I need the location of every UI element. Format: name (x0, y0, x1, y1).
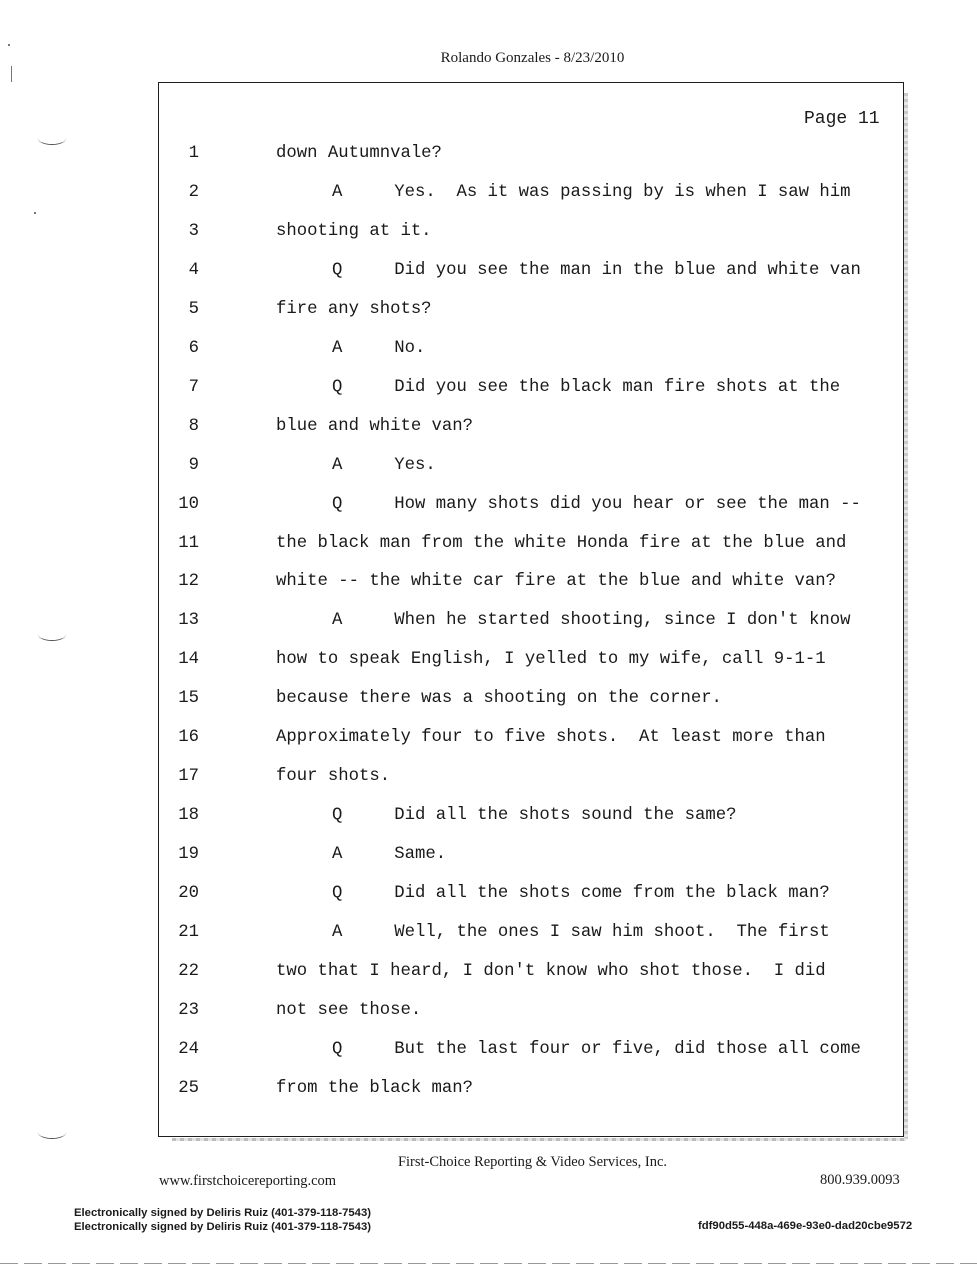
line-number: 17 (178, 767, 199, 787)
line-number: 7 (188, 377, 199, 397)
line-text: Q How many shots did you hear or see the man -- (332, 494, 861, 514)
line-number: 20 (178, 884, 199, 904)
frame-shadow (172, 1138, 906, 1141)
line-text: two that I heard, I don't know who shot those. I did (276, 961, 826, 981)
line-number: 14 (178, 650, 199, 670)
line-number: 25 (178, 1078, 199, 1098)
line-number: 15 (178, 689, 199, 709)
line-number: 21 (178, 923, 199, 942)
line-number: 18 (178, 806, 199, 826)
line-text: white -- the white car fire at the blue and white van? (276, 572, 837, 592)
transcript-line (0, 378, 977, 402)
line-text: down Autumnvale? (276, 144, 442, 163)
document-hash: fdf90d55-448a-469e-93e0-dad20cbe9572 (698, 1220, 913, 1232)
transcript-line (0, 611, 977, 635)
scan-edge-line (0, 1263, 977, 1264)
line-text: not see those. (276, 1000, 422, 1020)
transcript-line (0, 495, 977, 519)
line-text: Q Did you see the black man fire shots at the (332, 377, 841, 397)
line-text: Approximately four to five shots. At least more than (276, 728, 826, 748)
electronic-signature: Electronically signed by Deliris Ruiz (401-379-118-7543) (74, 1207, 371, 1219)
transcript-line (0, 767, 977, 791)
transcript-line (0, 222, 977, 246)
transcript-line (0, 534, 977, 558)
transcript-line (0, 183, 977, 207)
line-text: Q Did all the shots come from the black man? (332, 884, 830, 904)
transcript-line (0, 728, 977, 752)
line-text: A Yes. As it was passing by is when I saw him (332, 182, 851, 202)
footer-phone: 800.939.0093 (820, 1172, 900, 1188)
transcript-line (0, 650, 977, 674)
electronic-signature: Electronically signed by Deliris Ruiz (401-379-118-7543) (74, 1221, 371, 1233)
line-text: A No. (332, 338, 426, 358)
line-text: four shots. (276, 767, 391, 787)
line-text: A When he started shooting, since I don't know (332, 611, 851, 631)
line-number: 23 (178, 1000, 199, 1020)
line-number: 13 (178, 611, 199, 631)
line-number: 3 (188, 221, 199, 241)
binder-punch-mark (38, 1126, 66, 1139)
transcript-line (0, 1040, 977, 1064)
footer-website: www.firstchoicereporting.com (159, 1173, 337, 1189)
footer-company-name: First-Choice Reporting & Video Services, Inc. (397, 1154, 668, 1170)
line-text: Q Did all the shots sound the same? (332, 806, 737, 826)
line-text: A Same. (332, 845, 447, 865)
line-number: 6 (188, 338, 199, 358)
line-text: Q But the last four or five, did those all come (332, 1039, 861, 1059)
transcript-line (0, 572, 977, 596)
scan-speck (8, 44, 10, 46)
line-number: 12 (178, 572, 199, 592)
line-text: the black man from the white Honda fire at the blue and (276, 533, 847, 553)
transcript-line (0, 884, 977, 908)
transcript-line (0, 417, 977, 441)
line-number: 9 (188, 455, 199, 475)
transcript-line (0, 456, 977, 480)
line-text: Q Did you see the man in the blue and white van (332, 260, 861, 280)
transcript-line (0, 1079, 977, 1103)
line-number: 2 (188, 182, 199, 202)
line-number: 10 (178, 494, 199, 514)
line-number: 11 (178, 533, 199, 553)
transcript-line (0, 923, 977, 947)
line-text: shooting at it. (276, 221, 432, 241)
transcript-line (0, 339, 977, 363)
page-number: Page 11 (804, 109, 880, 129)
transcript-line (0, 1001, 977, 1025)
line-text: A Well, the ones I saw him shoot. The first (332, 923, 830, 942)
line-number: 1 (188, 144, 199, 163)
line-number: 16 (178, 728, 199, 748)
transcript-line (0, 300, 977, 324)
transcript-line (0, 261, 977, 285)
deposition-header-title: Rolando Gonzales - 8/23/2010 (440, 50, 625, 66)
scan-speck (11, 66, 12, 82)
line-number: 22 (178, 961, 199, 981)
line-text: blue and white van? (276, 416, 474, 436)
transcript-line (0, 962, 977, 986)
line-text: A Yes. (332, 455, 436, 475)
line-number: 5 (188, 299, 199, 319)
line-text: because there was a shooting on the corner. (276, 689, 722, 709)
transcript-line (0, 845, 977, 869)
line-number: 4 (188, 260, 199, 280)
line-number: 24 (178, 1039, 199, 1059)
line-text: fire any shots? (276, 299, 432, 319)
line-text: from the black man? (276, 1078, 474, 1098)
transcript-line (0, 806, 977, 830)
scan-speck (34, 212, 36, 214)
line-number: 19 (178, 845, 199, 865)
transcript-line (0, 144, 977, 168)
line-text: how to speak English, I yelled to my wife, call 9-1-1 (276, 650, 826, 670)
line-number: 8 (188, 416, 199, 436)
transcript-line (0, 689, 977, 713)
